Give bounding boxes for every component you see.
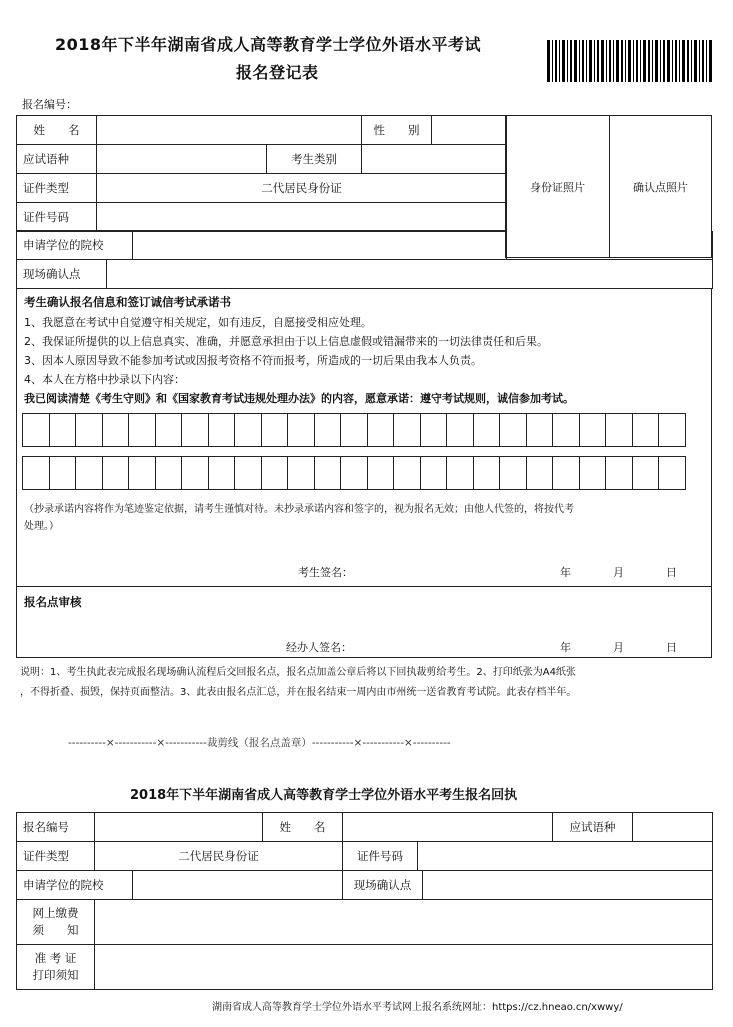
- sign-day-label: 日: [666, 566, 677, 579]
- receipt-school-field[interactable]: [133, 871, 343, 900]
- copy-grid-cell[interactable]: [155, 413, 183, 447]
- receipt-id-type-value: 二代居民身份证: [95, 842, 343, 871]
- receipt-id-no-field[interactable]: [418, 842, 713, 871]
- sign-year-label: 年: [560, 566, 571, 579]
- gender-label: 性 别: [362, 116, 432, 145]
- copy-grid-cell[interactable]: [499, 413, 527, 447]
- ticket-notice-label-2: 打印须知: [32, 968, 79, 982]
- copy-grid-cell[interactable]: [393, 456, 421, 490]
- review-heading: 报名点审核: [24, 595, 82, 609]
- copy-grid-cell[interactable]: [287, 413, 315, 447]
- reg-no-label: 报名编号：: [22, 98, 77, 111]
- cut-line-right: -----------×-----------×----------: [311, 737, 451, 749]
- copy-grid-cell[interactable]: [234, 413, 262, 447]
- id-no-field[interactable]: [97, 203, 507, 232]
- handler-sign-label: 经办人签名：: [286, 641, 352, 654]
- fee-notice-label-1: 网上缴费: [32, 906, 79, 920]
- copy-grid-cell[interactable]: [340, 456, 368, 490]
- copy-grid-cell[interactable]: [552, 456, 580, 490]
- receipt-school-label: 申请学位的院校: [17, 871, 133, 900]
- site-photo-label: 确认点照片: [633, 180, 688, 194]
- copy-grid-cell[interactable]: [658, 456, 686, 490]
- copy-grid-cell[interactable]: [128, 456, 156, 490]
- school-table: [16, 230, 713, 260]
- ticket-notice-label: [17, 945, 95, 990]
- fee-notice-field: [95, 900, 713, 945]
- site-label: 现场确认点: [17, 260, 107, 289]
- copy-grid-cell[interactable]: [605, 413, 633, 447]
- school-label: 申请学位的院校: [17, 231, 133, 260]
- pledge-heading: 考生确认报名信息和签订诚信考试承诺书: [24, 295, 231, 309]
- receipt-reg-no-label: 报名编号: [17, 813, 95, 842]
- copy-grid-cell[interactable]: [446, 413, 474, 447]
- copy-grid-cell[interactable]: [261, 456, 289, 490]
- pledge-item-4: 4、本人在方格中抄录以下内容：: [24, 373, 185, 386]
- copy-grid-cell[interactable]: [314, 413, 342, 447]
- page-subtitle: 报名登记表: [236, 63, 319, 82]
- copy-grid-cell[interactable]: [181, 413, 209, 447]
- footer-url-text: 湖南省成人高等教育学士学位外语水平考试网上报名系统网址：https://cz.hneao.cn/xwwy/: [212, 1002, 623, 1013]
- name-field[interactable]: [97, 116, 362, 145]
- receipt-name-field[interactable]: [343, 813, 553, 842]
- copy-grid-cell[interactable]: [102, 456, 130, 490]
- receipt-title: 2018年下半年湖南省成人高等教育学士学位外语水平考生报名回执: [130, 788, 518, 803]
- copy-grid-cell[interactable]: [579, 456, 607, 490]
- copy-grid-cell[interactable]: [314, 456, 342, 490]
- candidate-sign-label: 考生签名：: [298, 566, 353, 579]
- copy-grid-cell[interactable]: [499, 456, 527, 490]
- receipt-lang-field[interactable]: [633, 813, 713, 842]
- copy-grid-cell[interactable]: [579, 413, 607, 447]
- copy-grid-cell[interactable]: [526, 413, 554, 447]
- copy-grid-cell[interactable]: [420, 413, 448, 447]
- site-field[interactable]: [107, 260, 713, 289]
- cut-line: [68, 735, 451, 750]
- review-section: [16, 586, 712, 658]
- copy-grid-cell[interactable]: [208, 456, 236, 490]
- copy-grid-cell[interactable]: [75, 456, 103, 490]
- receipt-id-type-label: 证件类型: [17, 842, 95, 871]
- copy-grid-cell[interactable]: [526, 456, 554, 490]
- copy-grid-cell[interactable]: [128, 413, 156, 447]
- copy-grid-cell[interactable]: [367, 413, 395, 447]
- pledge-item-3: 3、因本人原因导致不能参加考试或因报考资格不符而报考，所造成的一切后果由我本人负责。: [24, 354, 482, 367]
- ticket-notice-label-1: 准 考 证: [34, 951, 77, 965]
- review-day-label: 日: [666, 641, 677, 654]
- copy-grid-cell[interactable]: [658, 413, 686, 447]
- receipt-id-no-label: 证件号码: [343, 842, 418, 871]
- review-year-label: 年: [560, 641, 571, 654]
- copy-grid-cell[interactable]: [473, 456, 501, 490]
- pledge-note-line-1: （抄录承诺内容将作为笔迹鉴定依据，请考生谨慎对待。未抄录承诺内容和签字的，视为报名无效；由他人代签的，将按代考: [24, 504, 574, 515]
- receipt-table-row-2: [16, 841, 713, 871]
- review-month-label: 月: [613, 641, 624, 654]
- copy-grid-cell[interactable]: [208, 413, 236, 447]
- page-title: 2018年下半年湖南省成人高等教育学士学位外语水平考试: [55, 35, 482, 54]
- cut-line-label: 裁剪线（报名点盖章）: [206, 737, 312, 749]
- receipt-reg-no-field[interactable]: [95, 813, 263, 842]
- receipt-table-row-3: [16, 870, 713, 900]
- notes-line-2: ，不得折叠、损毁，保持页面整洁。3、此表由报名点汇总，并在报名结束一周内由市州统一送省教育考试院。此表存档半年。: [20, 687, 577, 698]
- copy-grid-cell[interactable]: [49, 413, 77, 447]
- id-type-value: 二代居民身份证: [97, 174, 507, 203]
- receipt-name-label: 姓 名: [263, 813, 343, 842]
- copy-grid-cell[interactable]: [552, 413, 580, 447]
- copy-grid-cell[interactable]: [340, 413, 368, 447]
- receipt-lang-label: 应试语种: [553, 813, 633, 842]
- copy-grid-cell[interactable]: [367, 456, 395, 490]
- pledge-note-line-2: 处理。）: [24, 521, 59, 532]
- copy-grid-cell[interactable]: [75, 413, 103, 447]
- copy-grid-cell[interactable]: [22, 413, 50, 447]
- copy-grid-cell[interactable]: [181, 456, 209, 490]
- sign-month-label: 月: [613, 566, 624, 579]
- copy-grid-cell[interactable]: [446, 456, 474, 490]
- lang-field[interactable]: [97, 145, 267, 174]
- gender-field[interactable]: [432, 116, 507, 145]
- id-photo-label: 身份证照片: [530, 180, 585, 194]
- school-field[interactable]: [133, 231, 507, 260]
- copy-grid-cell[interactable]: [632, 456, 660, 490]
- lang-label: 应试语种: [17, 145, 97, 174]
- receipt-site-field[interactable]: [423, 871, 713, 900]
- barcode-icon: [547, 40, 712, 82]
- notes-line-1: 说明：1、考生执此表完成报名现场确认流程后交回报名点，报名点加盖公章后将以下回执裁剪给考生。2、打印纸张为A4纸张: [20, 667, 576, 678]
- cut-line-left: ----------×-----------×-----------: [68, 737, 207, 749]
- receipt-site-label: 现场确认点: [343, 871, 423, 900]
- registration-table: [16, 115, 507, 232]
- pledge-statement: 我已阅读清楚《考生守则》和《国家教育考试违规处理办法》的内容，愿意承诺：遵守考试规则，诚信参加考试。: [24, 392, 574, 405]
- copy-grid-cell[interactable]: [261, 413, 289, 447]
- copy-grid-cell[interactable]: [287, 456, 315, 490]
- copy-grid-cell[interactable]: [155, 456, 183, 490]
- fee-notice-label-2: 须 知: [32, 923, 79, 937]
- copy-grid-cell[interactable]: [605, 456, 633, 490]
- copy-grid-cell[interactable]: [22, 456, 50, 490]
- ticket-notice-field: [95, 945, 713, 990]
- name-label: 姓 名: [17, 116, 97, 145]
- copy-grid-cell[interactable]: [49, 456, 77, 490]
- copy-grid-row-2[interactable]: [22, 456, 685, 490]
- id-no-label: 证件号码: [17, 203, 97, 232]
- copy-grid-cell[interactable]: [632, 413, 660, 447]
- copy-grid-cell[interactable]: [393, 413, 421, 447]
- site-table: [16, 259, 713, 289]
- pledge-item-2: 2、我保证所提供的以上信息真实、准确，并愿意承担由于以上信息虚假或错漏带来的一切法律责任和后果。: [24, 335, 548, 348]
- candidate-type-label: 考生类别: [267, 145, 362, 174]
- copy-grid-row-1[interactable]: [22, 413, 685, 447]
- id-type-label: 证件类型: [17, 174, 97, 203]
- receipt-table: [16, 812, 713, 842]
- pledge-item-1: 1、我愿意在考试中自觉遵守相关规定，如有违反，自愿接受相应处理。: [24, 316, 372, 329]
- copy-grid-cell[interactable]: [473, 413, 501, 447]
- candidate-type-field[interactable]: [362, 145, 507, 174]
- copy-grid-cell[interactable]: [102, 413, 130, 447]
- copy-grid-cell[interactable]: [234, 456, 262, 490]
- copy-grid-cell[interactable]: [420, 456, 448, 490]
- fee-notice-label: [17, 900, 95, 945]
- receipt-table-row-4: [16, 899, 713, 990]
